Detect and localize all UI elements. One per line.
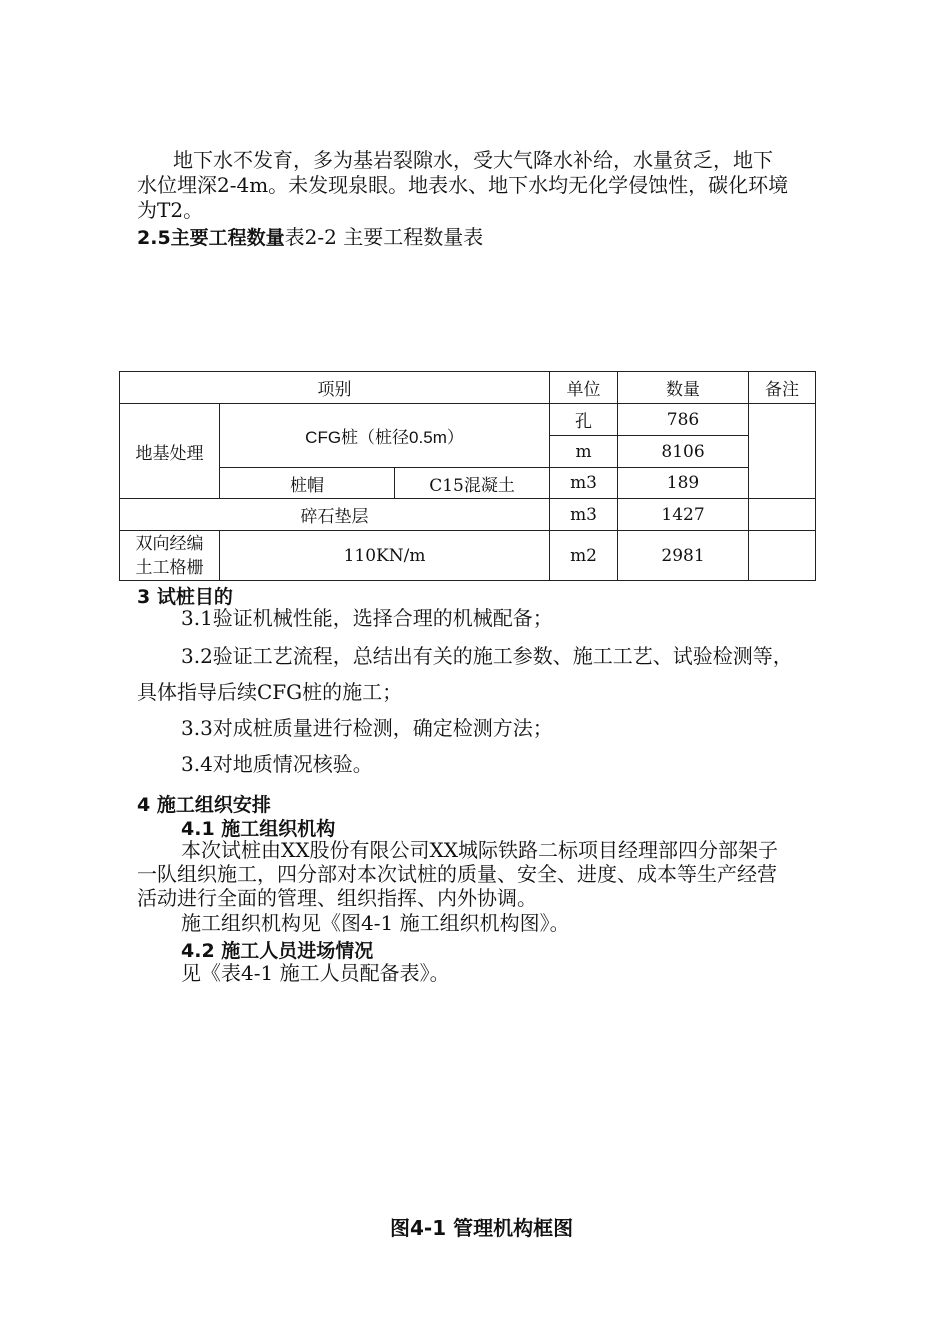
foundation-note-cell (749, 404, 816, 499)
table-row (120, 468, 816, 499)
section-4-heading: 4 施工组织安排 (137, 794, 271, 816)
section-3-p3: 3.3对成桩质量进行检测，确定检测方法； (181, 716, 553, 740)
geogrid-name (120, 531, 220, 581)
foundation-cell: 地基处理 (120, 404, 220, 499)
section-3-p1: 3.1验证机械性能，选择合理的机械配备； (181, 606, 553, 630)
geogrid-unit: m2 (550, 531, 618, 581)
cfg-m-unit: m (550, 436, 618, 468)
section-4-p1-line-1: 本次试桩由XX股份有限公司XX城际铁路二标项目经理部四分部架子 (181, 838, 778, 862)
section-3-p2-line-1: 3.2验证工艺流程，总结出有关的施工参数、施工工艺、试验检测等， (181, 644, 793, 668)
section-3-p4: 3.4对地质情况核验。 (181, 752, 373, 776)
table-row (120, 499, 816, 531)
table-2-2-caption: 表2-2 主要工程数量表 (284, 225, 484, 249)
gravel-qty: 1427 (618, 499, 749, 531)
cap-qty: 189 (618, 468, 749, 499)
section-2-5-heading: 2.5主要工程数量 (137, 227, 285, 249)
cfg-hole-qty: 786 (618, 404, 749, 436)
cap-spec: C15混凝土 (395, 468, 550, 499)
section-4-1-heading: 4.1 施工组织机构 (181, 818, 336, 840)
header-item: 项别 (120, 372, 550, 404)
section-4-p1-line-3: 活动进行全面的管理、组织指挥、内外协调。 (137, 886, 537, 910)
cfg-cell: CFG桩（桩径0.5m） (220, 404, 550, 468)
section-4-p3: 见《表4-1 施工人员配备表》。 (181, 961, 450, 985)
section-4-p2: 施工组织机构见《图4-1 施工组织机构图》。 (181, 911, 570, 935)
geogrid-name-line-2: 土工格栅 (135, 557, 204, 578)
gravel-note (749, 499, 816, 531)
geogrid-note (749, 531, 816, 581)
section-4-2-heading: 4.2 施工人员进场情况 (181, 940, 374, 962)
cap-unit: m3 (550, 468, 618, 499)
intro-line-3: 为T2。 (137, 198, 204, 222)
table-header-row (120, 372, 816, 404)
gravel-unit: m3 (550, 499, 618, 531)
table-row (120, 531, 816, 581)
figure-4-1-caption: 图4-1 管理机构框图 (390, 1216, 574, 1240)
header-unit: 单位 (550, 372, 618, 404)
geogrid-name-line-1: 双向经编 (135, 533, 204, 554)
section-3-p2-line-2: 具体指导后续CFG桩的施工； (137, 680, 403, 704)
quantity-table (119, 371, 816, 581)
section-2-5 (137, 223, 483, 250)
section-3-heading: 3 试桩目的 (137, 586, 233, 608)
cfg-m-qty: 8106 (618, 436, 749, 468)
table-row (120, 404, 816, 436)
geogrid-qty: 2981 (618, 531, 749, 581)
cfg-hole-unit: 孔 (550, 404, 618, 436)
gravel-name: 碎石垫层 (120, 499, 550, 531)
header-qty: 数量 (618, 372, 749, 404)
intro-line-1: 地下水不发育，多为基岩裂隙水，受大气降水补给，水量贫乏，地下 (173, 148, 773, 172)
intro-line-2: 水位埋深2-4m。未发现泉眼。地表水、地下水均无化学侵蚀性，碳化环境 (137, 173, 789, 197)
geogrid-spec: 110KN/m (220, 531, 550, 581)
section-4-p1-line-2: 一队组织施工，四分部对本次试桩的质量、安全、进度、成本等生产经营 (137, 862, 777, 886)
header-note: 备注 (749, 372, 816, 404)
cap-name: 桩帽 (220, 468, 395, 499)
